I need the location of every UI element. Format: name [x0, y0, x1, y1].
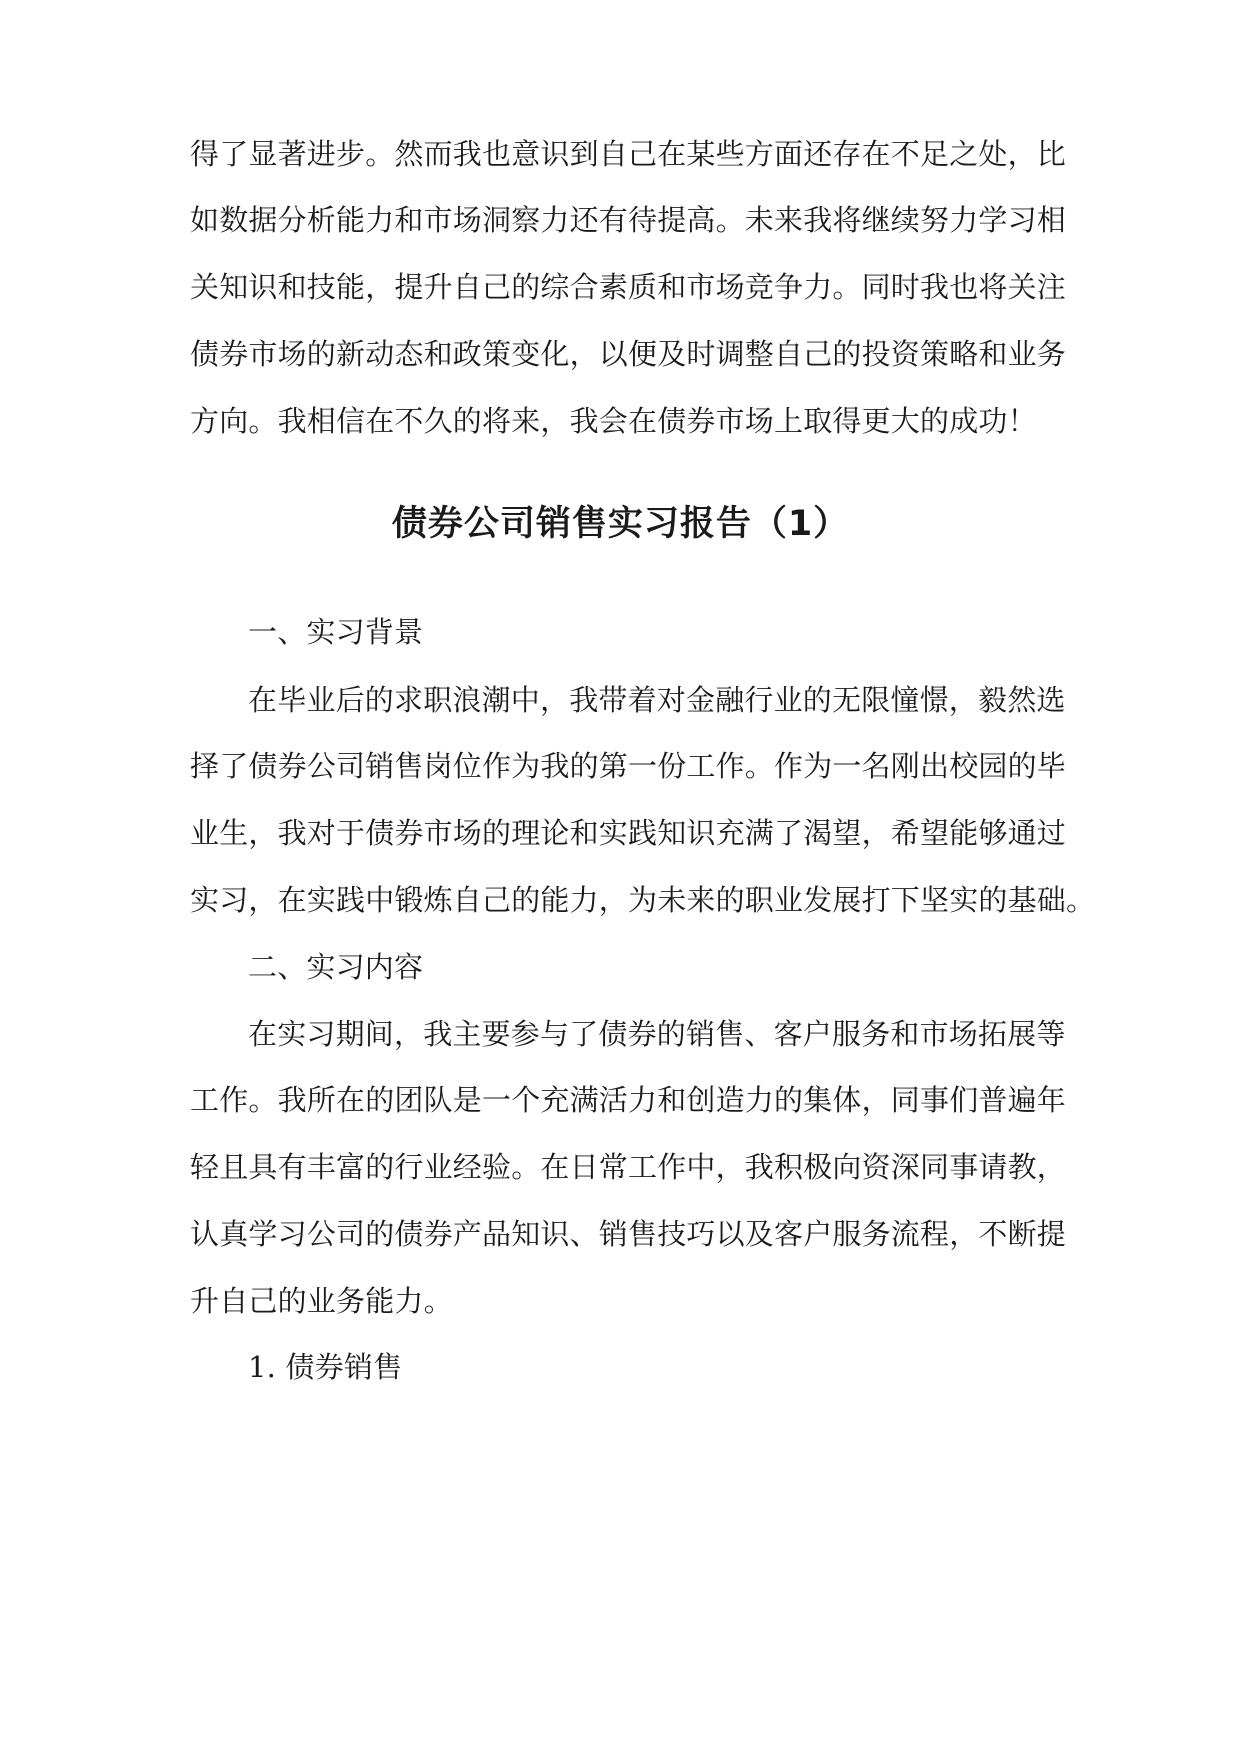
- paragraph-line: 债券市场的新动态和政策变化，以便及时调整自己的投资策略和业务: [190, 337, 1067, 371]
- paragraph-line: 择了债券公司销售岗位作为我的第一份工作。作为一名刚出校园的毕: [190, 749, 1067, 783]
- paragraph-line: 认真学习公司的债券产品知识、销售技巧以及客户服务流程，不断提: [190, 1217, 1067, 1251]
- subsection-heading-bond-sales: 1. 债券销售: [248, 1350, 403, 1384]
- paragraph-line: 方向。我相信在不久的将来，我会在债券市场上取得更大的成功！: [190, 404, 1037, 438]
- section-heading-background: 一、实习背景: [248, 615, 424, 649]
- paragraph-line: 升自己的业务能力。: [190, 1284, 453, 1318]
- paragraph-line: 业生，我对于债券市场的理论和实践知识充满了渴望，希望能够通过: [190, 816, 1067, 850]
- paragraph-line: 轻且具有丰富的行业经验。在日常工作中，我积极向资深同事请教，: [190, 1150, 1067, 1184]
- paragraph-line: 如数据分析能力和市场洞察力还有待提高。未来我将继续努力学习相: [190, 203, 1067, 237]
- section-heading-content: 二、实习内容: [248, 950, 424, 984]
- report-title: 债券公司销售实习报告（1）: [391, 504, 850, 544]
- paragraph-line: 实习，在实践中锻炼自己的能力，为未来的职业发展打下坚实的基础。: [190, 883, 1096, 917]
- paragraph-line: 工作。我所在的团队是一个充满活力和创造力的集体，同事们普遍年: [190, 1083, 1067, 1117]
- paragraph-line: 关知识和技能，提升自己的综合素质和市场竞争力。同时我也将关注: [190, 270, 1067, 304]
- paragraph-line: 在实习期间，我主要参与了债券的销售、客户服务和市场拓展等: [248, 1017, 1066, 1051]
- paragraph-line: 在毕业后的求职浪潮中，我带着对金融行业的无限憧憬，毅然选: [248, 683, 1066, 717]
- paragraph-line: 得了显著进步。然而我也意识到自己在某些方面还存在不足之处，比: [190, 137, 1067, 171]
